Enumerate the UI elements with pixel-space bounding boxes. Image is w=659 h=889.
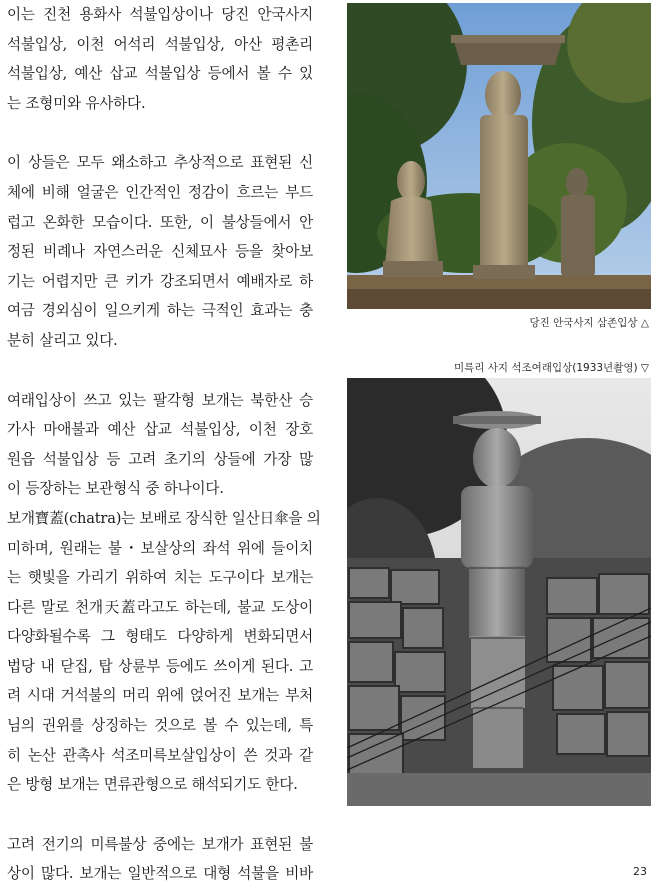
anguksa-triad-photo (347, 3, 651, 309)
text-line: 님의 권위를 상징하는 것으로 볼 수 있는데, 특 (7, 717, 313, 735)
text-line: 려 시대 거석불의 머리 위에 얹어진 보개는 부처 (7, 687, 313, 705)
text-line: 이 상들은 모두 왜소하고 추상적으로 표현된 신 (7, 154, 313, 172)
text-line: 보개寶蓋(chatra)는 보배로 장식한 일산日傘을 의 (7, 509, 321, 527)
text-line: 원읍 석불입상 등 고려 초기의 상들에 가장 많 (7, 450, 313, 468)
paragraph-4 (7, 830, 313, 889)
text-line: 석불입상, 이천 어석리 석불입상, 아산 평촌리 (7, 35, 313, 53)
text-line: 기는 어렵지만 큰 키가 강조되면서 예배자로 하 (7, 272, 313, 290)
text-line: 상이 많다. 보개는 일반적으로 대형 석불을 비바 (7, 865, 313, 883)
text-line: 다른 말로 천개天蓋라고도 하는데, 불교 도상이 (7, 598, 313, 616)
text-line: 럽고 온화한 모습이다. 또한, 이 불상들에서 안 (7, 213, 313, 231)
text-line: 미하며, 원래는 불・보살상의 좌석 위에 들이치 (7, 539, 313, 557)
text-line: 법당 내 닫집, 탑 상륜부 등에도 쓰이게 된다. 고 (7, 657, 313, 675)
text-line: 다양화될수록 그 형태도 다양하게 변화되면서 (7, 628, 313, 646)
body-text-column (7, 0, 321, 889)
paragraph-3 (7, 386, 321, 800)
text-line: 가사 마애불과 예산 삽교 석불입상, 이천 장호 (7, 421, 313, 439)
page-number: 23 (633, 865, 647, 878)
text-line: 여금 경외심이 일으키게 하는 극적인 효과는 충 (7, 302, 313, 320)
text-line: 석불입상, 예산 삽교 석불입상 등에서 볼 수 있 (7, 65, 313, 83)
text-line: 는 조형미와 유사하다. (7, 94, 146, 112)
paragraph-2 (7, 148, 313, 355)
mireukri-buddha-photo (347, 378, 651, 806)
text-line: 이 등장하는 보관형식 중 하나이다. (7, 480, 224, 498)
photo2-caption: 미륵리 사지 석조여래입상(1933년촬영) ▽ (453, 362, 649, 374)
text-line: 고려 전기의 미륵불상 중에는 보개가 표현된 불 (7, 835, 313, 853)
text-line: 은 방형 보개는 면류관형으로 해석되기도 한다. (7, 776, 298, 794)
text-line: 이는 진천 용화사 석불입상이나 당진 안국사지 (7, 6, 313, 23)
text-line: 는 햇빛을 가리기 위하여 치는 도구이다 보개는 (7, 569, 313, 587)
photo1-caption: 당진 안국사지 삼존입상 △ (529, 317, 649, 329)
text-line: 분히 살리고 있다. (7, 331, 118, 349)
text-line: 체에 비해 얼굴은 인간적인 정감이 흐르는 부드 (7, 183, 313, 201)
paragraph-1 (7, 0, 313, 118)
text-line: 히 논산 관촉사 석조미륵보살입상이 쓴 것과 같 (7, 746, 313, 764)
text-line: 정된 비례나 자연스러운 신체묘사 등을 찾아보 (7, 243, 313, 261)
text-line: 여래입상이 쓰고 있는 팔각형 보개는 북한산 승 (7, 391, 313, 409)
